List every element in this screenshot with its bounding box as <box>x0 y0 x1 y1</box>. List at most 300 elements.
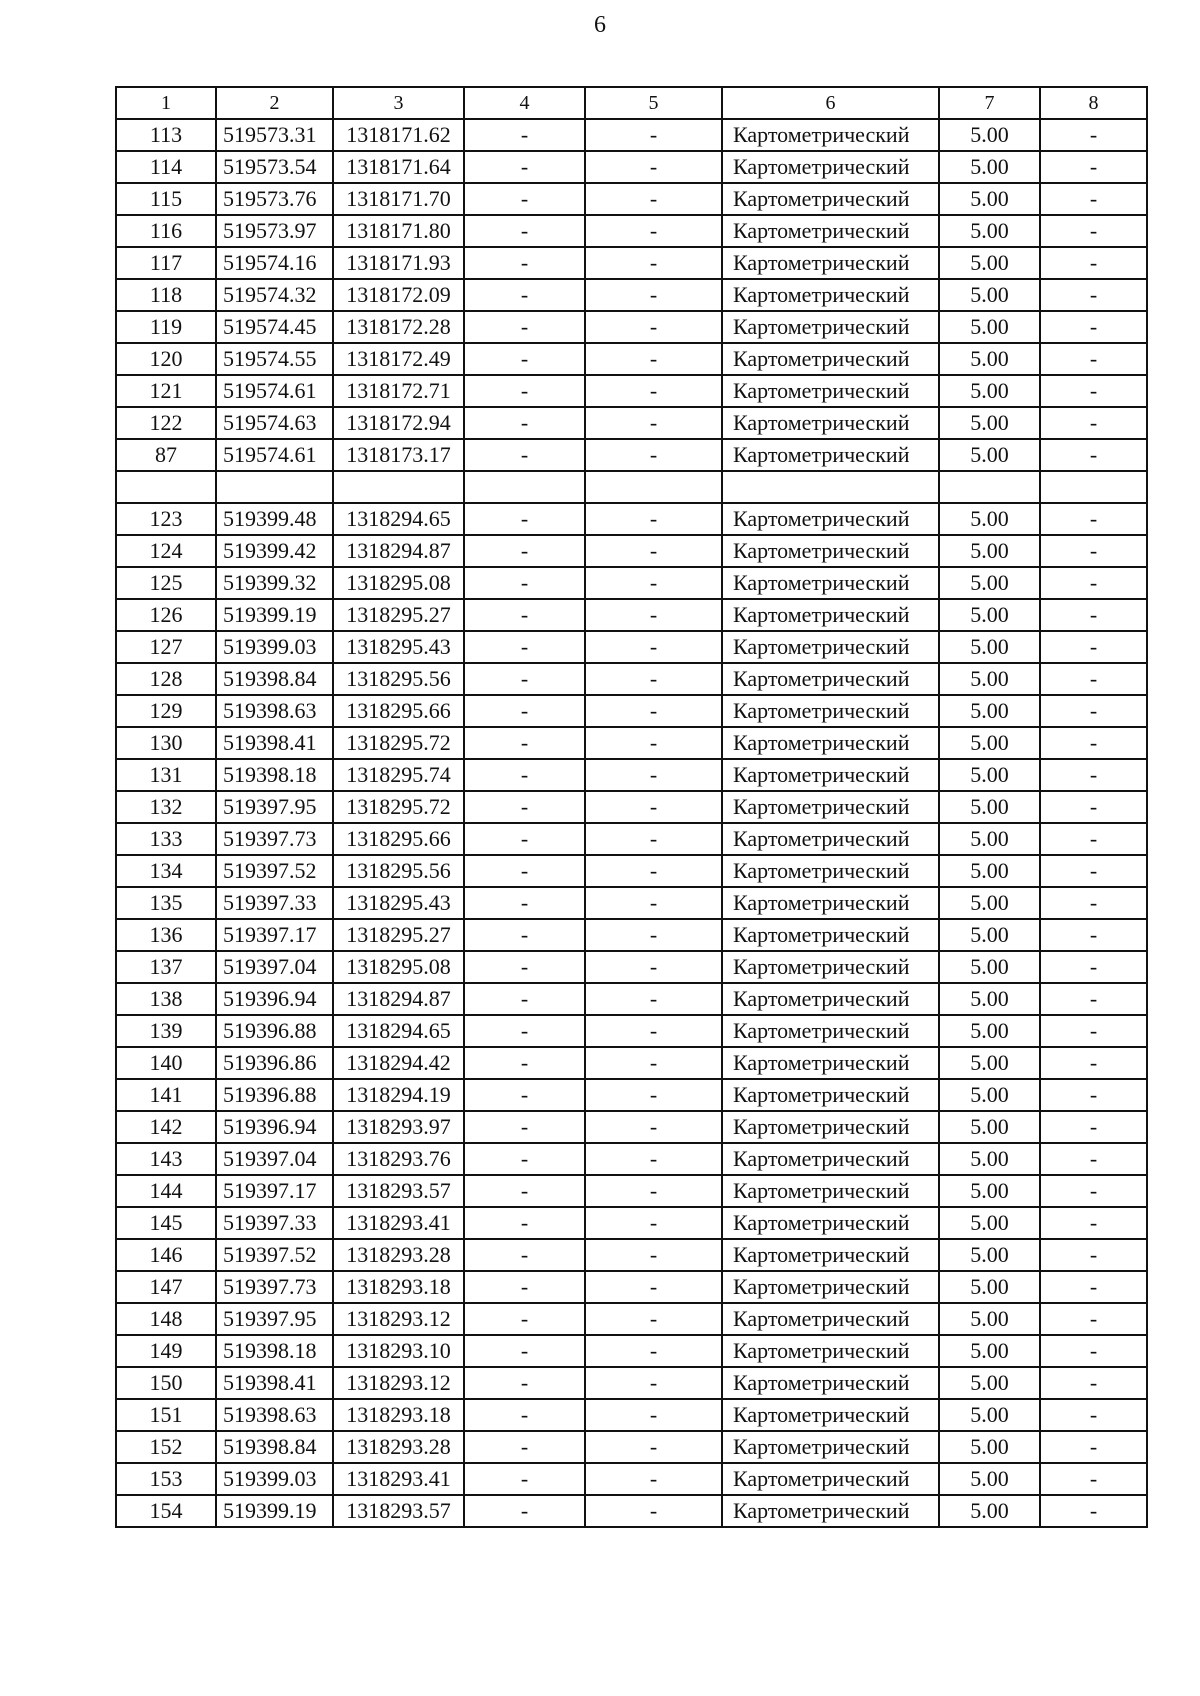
cell-y-coordinate: 1318171.62 <box>333 119 464 151</box>
cell-precision: 5.00 <box>939 183 1040 215</box>
cell-method: Картометрический <box>722 215 939 247</box>
cell-y-coordinate: 1318293.57 <box>333 1175 464 1207</box>
cell-precision <box>939 471 1040 503</box>
cell-point-number: 113 <box>116 119 216 151</box>
cell-method: Картометрический <box>722 151 939 183</box>
cell-method: Картометрический <box>722 1399 939 1431</box>
cell-precision: 5.00 <box>939 695 1040 727</box>
cell-col-5: - <box>585 919 722 951</box>
cell-col-5: - <box>585 1463 722 1495</box>
cell-x-coordinate: 519574.61 <box>216 375 333 407</box>
cell-x-coordinate: 519397.33 <box>216 887 333 919</box>
cell-x-coordinate: 519398.41 <box>216 727 333 759</box>
cell-point-number: 123 <box>116 503 216 535</box>
cell-col-5: - <box>585 1271 722 1303</box>
cell-x-coordinate: 519574.45 <box>216 311 333 343</box>
cell-col-4: - <box>464 887 585 919</box>
cell-col-4: - <box>464 1495 585 1527</box>
cell-col-8: - <box>1040 1463 1147 1495</box>
cell-method: Картометрический <box>722 535 939 567</box>
cell-col-5: - <box>585 279 722 311</box>
table-row <box>116 1431 1147 1463</box>
cell-col-5 <box>585 471 722 503</box>
cell-precision: 5.00 <box>939 1399 1040 1431</box>
coordinates-table <box>115 86 1148 1528</box>
cell-y-coordinate: 1318293.18 <box>333 1399 464 1431</box>
cell-point-number: 120 <box>116 343 216 375</box>
table-row <box>116 503 1147 535</box>
cell-method: Картометрический <box>722 1463 939 1495</box>
cell-col-4: - <box>464 663 585 695</box>
cell-col-4: - <box>464 215 585 247</box>
cell-col-4: - <box>464 759 585 791</box>
table-body <box>116 119 1147 1527</box>
cell-col-4: - <box>464 407 585 439</box>
cell-precision: 5.00 <box>939 1079 1040 1111</box>
table-row <box>116 407 1147 439</box>
cell-x-coordinate: 519398.18 <box>216 1335 333 1367</box>
cell-precision: 5.00 <box>939 1111 1040 1143</box>
cell-col-8: - <box>1040 1431 1147 1463</box>
cell-point-number: 137 <box>116 951 216 983</box>
cell-col-4: - <box>464 279 585 311</box>
cell-x-coordinate: 519399.42 <box>216 535 333 567</box>
cell-col-8: - <box>1040 279 1147 311</box>
cell-col-4: - <box>464 1079 585 1111</box>
table-row <box>116 631 1147 663</box>
cell-col-4: - <box>464 791 585 823</box>
cell-col-8: - <box>1040 823 1147 855</box>
cell-col-4: - <box>464 1335 585 1367</box>
table-row <box>116 1079 1147 1111</box>
cell-col-5: - <box>585 1047 722 1079</box>
cell-col-5: - <box>585 535 722 567</box>
column-header-y: 3 <box>333 87 464 119</box>
cell-x-coordinate: 519397.73 <box>216 1271 333 1303</box>
cell-precision: 5.00 <box>939 951 1040 983</box>
cell-precision: 5.00 <box>939 919 1040 951</box>
cell-y-coordinate: 1318293.12 <box>333 1303 464 1335</box>
cell-point-number: 150 <box>116 1367 216 1399</box>
cell-col-5: - <box>585 1015 722 1047</box>
cell-col-5: - <box>585 1175 722 1207</box>
table-row <box>116 791 1147 823</box>
cell-precision: 5.00 <box>939 599 1040 631</box>
cell-col-8: - <box>1040 599 1147 631</box>
cell-precision: 5.00 <box>939 1207 1040 1239</box>
cell-col-4: - <box>464 1015 585 1047</box>
cell-method: Картометрический <box>722 1015 939 1047</box>
table-row <box>116 1495 1147 1527</box>
cell-x-coordinate: 519573.31 <box>216 119 333 151</box>
cell-point-number: 119 <box>116 311 216 343</box>
cell-method: Картометрический <box>722 631 939 663</box>
cell-point-number: 115 <box>116 183 216 215</box>
cell-col-5: - <box>585 1367 722 1399</box>
cell-method: Картометрический <box>722 663 939 695</box>
cell-y-coordinate: 1318295.72 <box>333 791 464 823</box>
cell-x-coordinate: 519397.17 <box>216 919 333 951</box>
cell-y-coordinate: 1318293.18 <box>333 1271 464 1303</box>
cell-x-coordinate: 519397.17 <box>216 1175 333 1207</box>
cell-y-coordinate: 1318172.28 <box>333 311 464 343</box>
cell-y-coordinate: 1318171.70 <box>333 183 464 215</box>
cell-precision: 5.00 <box>939 343 1040 375</box>
cell-precision: 5.00 <box>939 1303 1040 1335</box>
cell-method: Картометрический <box>722 727 939 759</box>
cell-x-coordinate: 519399.32 <box>216 567 333 599</box>
cell-y-coordinate: 1318295.56 <box>333 663 464 695</box>
cell-col-8: - <box>1040 695 1147 727</box>
cell-precision: 5.00 <box>939 1047 1040 1079</box>
cell-col-4: - <box>464 919 585 951</box>
cell-col-5: - <box>585 375 722 407</box>
cell-x-coordinate: 519574.61 <box>216 439 333 471</box>
cell-point-number: 146 <box>116 1239 216 1271</box>
cell-col-8: - <box>1040 247 1147 279</box>
cell-col-4: - <box>464 247 585 279</box>
cell-point-number: 139 <box>116 1015 216 1047</box>
cell-y-coordinate: 1318294.65 <box>333 1015 464 1047</box>
cell-x-coordinate: 519396.88 <box>216 1079 333 1111</box>
cell-y-coordinate: 1318295.66 <box>333 695 464 727</box>
table-row <box>116 663 1147 695</box>
cell-col-4: - <box>464 951 585 983</box>
cell-method: Картометрический <box>722 855 939 887</box>
cell-point-number: 154 <box>116 1495 216 1527</box>
column-header-point-number: 1 <box>116 87 216 119</box>
cell-col-5: - <box>585 247 722 279</box>
cell-col-5: - <box>585 567 722 599</box>
cell-point-number: 143 <box>116 1143 216 1175</box>
cell-col-8 <box>1040 471 1147 503</box>
cell-col-4: - <box>464 151 585 183</box>
cell-method: Картометрический <box>722 1207 939 1239</box>
cell-y-coordinate: 1318173.17 <box>333 439 464 471</box>
cell-x-coordinate: 519397.52 <box>216 1239 333 1271</box>
cell-y-coordinate: 1318293.41 <box>333 1463 464 1495</box>
table-row <box>116 1303 1147 1335</box>
cell-col-4: - <box>464 1463 585 1495</box>
cell-col-4: - <box>464 1175 585 1207</box>
cell-method: Картометрический <box>722 567 939 599</box>
cell-precision: 5.00 <box>939 1271 1040 1303</box>
table-row <box>116 247 1147 279</box>
cell-point-number: 147 <box>116 1271 216 1303</box>
cell-col-5: - <box>585 983 722 1015</box>
cell-method: Картометрический <box>722 375 939 407</box>
cell-y-coordinate: 1318294.65 <box>333 503 464 535</box>
cell-col-8: - <box>1040 503 1147 535</box>
cell-col-4: - <box>464 983 585 1015</box>
cell-col-4: - <box>464 1047 585 1079</box>
cell-x-coordinate: 519397.04 <box>216 951 333 983</box>
cell-method: Картометрический <box>722 919 939 951</box>
cell-col-4: - <box>464 1271 585 1303</box>
cell-col-8: - <box>1040 535 1147 567</box>
cell-y-coordinate: 1318295.08 <box>333 951 464 983</box>
cell-y-coordinate: 1318293.57 <box>333 1495 464 1527</box>
cell-precision: 5.00 <box>939 855 1040 887</box>
cell-col-8: - <box>1040 1335 1147 1367</box>
cell-y-coordinate: 1318295.56 <box>333 855 464 887</box>
cell-col-8: - <box>1040 1303 1147 1335</box>
cell-y-coordinate: 1318293.10 <box>333 1335 464 1367</box>
cell-col-5: - <box>585 663 722 695</box>
cell-col-8: - <box>1040 791 1147 823</box>
cell-precision: 5.00 <box>939 983 1040 1015</box>
cell-x-coordinate: 519399.19 <box>216 599 333 631</box>
cell-point-number <box>116 471 216 503</box>
cell-y-coordinate <box>333 471 464 503</box>
cell-point-number: 133 <box>116 823 216 855</box>
cell-method: Картометрический <box>722 1079 939 1111</box>
table-row <box>116 1111 1147 1143</box>
cell-col-4: - <box>464 567 585 599</box>
cell-precision: 5.00 <box>939 791 1040 823</box>
cell-col-5: - <box>585 1303 722 1335</box>
cell-y-coordinate: 1318295.74 <box>333 759 464 791</box>
cell-y-coordinate: 1318294.42 <box>333 1047 464 1079</box>
cell-col-5: - <box>585 887 722 919</box>
cell-method: Картометрический <box>722 119 939 151</box>
cell-point-number: 124 <box>116 535 216 567</box>
cell-col-8: - <box>1040 855 1147 887</box>
cell-precision: 5.00 <box>939 1367 1040 1399</box>
cell-col-4: - <box>464 727 585 759</box>
cell-point-number: 144 <box>116 1175 216 1207</box>
cell-col-8: - <box>1040 1367 1147 1399</box>
table-row <box>116 599 1147 631</box>
cell-col-4: - <box>464 439 585 471</box>
cell-col-8: - <box>1040 887 1147 919</box>
cell-col-4: - <box>464 375 585 407</box>
cell-col-5: - <box>585 119 722 151</box>
cell-col-5: - <box>585 151 722 183</box>
cell-precision: 5.00 <box>939 535 1040 567</box>
cell-x-coordinate: 519397.33 <box>216 1207 333 1239</box>
cell-x-coordinate: 519399.48 <box>216 503 333 535</box>
cell-x-coordinate: 519399.19 <box>216 1495 333 1527</box>
cell-col-8: - <box>1040 1079 1147 1111</box>
table-row <box>116 535 1147 567</box>
cell-y-coordinate: 1318172.71 <box>333 375 464 407</box>
table-row <box>116 439 1147 471</box>
cell-y-coordinate: 1318295.27 <box>333 599 464 631</box>
cell-x-coordinate: 519397.04 <box>216 1143 333 1175</box>
cell-point-number: 136 <box>116 919 216 951</box>
cell-precision: 5.00 <box>939 887 1040 919</box>
cell-col-5: - <box>585 1335 722 1367</box>
cell-method: Картометрический <box>722 439 939 471</box>
column-header-method: 6 <box>722 87 939 119</box>
cell-x-coordinate: 519396.94 <box>216 1111 333 1143</box>
cell-col-4: - <box>464 631 585 663</box>
table-row <box>116 1271 1147 1303</box>
cell-precision: 5.00 <box>939 823 1040 855</box>
table-row <box>116 279 1147 311</box>
cell-col-4: - <box>464 1399 585 1431</box>
cell-x-coordinate: 519397.52 <box>216 855 333 887</box>
cell-col-8: - <box>1040 1495 1147 1527</box>
cell-col-8: - <box>1040 1047 1147 1079</box>
cell-precision: 5.00 <box>939 1239 1040 1271</box>
cell-method: Картометрический <box>722 247 939 279</box>
cell-col-5: - <box>585 759 722 791</box>
cell-col-5: - <box>585 631 722 663</box>
cell-precision: 5.00 <box>939 311 1040 343</box>
cell-point-number: 141 <box>116 1079 216 1111</box>
cell-precision: 5.00 <box>939 567 1040 599</box>
cell-precision: 5.00 <box>939 759 1040 791</box>
cell-col-8: - <box>1040 727 1147 759</box>
cell-method: Картометрический <box>722 407 939 439</box>
cell-y-coordinate: 1318293.12 <box>333 1367 464 1399</box>
cell-col-4 <box>464 471 585 503</box>
table-row <box>116 887 1147 919</box>
cell-point-number: 130 <box>116 727 216 759</box>
cell-point-number: 142 <box>116 1111 216 1143</box>
cell-y-coordinate: 1318293.76 <box>333 1143 464 1175</box>
cell-y-coordinate: 1318172.94 <box>333 407 464 439</box>
column-header-4: 4 <box>464 87 585 119</box>
cell-precision: 5.00 <box>939 503 1040 535</box>
cell-method: Картометрический <box>722 1303 939 1335</box>
cell-precision: 5.00 <box>939 1143 1040 1175</box>
cell-precision: 5.00 <box>939 247 1040 279</box>
cell-col-8: - <box>1040 215 1147 247</box>
cell-col-4: - <box>464 1207 585 1239</box>
cell-col-8: - <box>1040 375 1147 407</box>
cell-x-coordinate: 519399.03 <box>216 631 333 663</box>
cell-y-coordinate: 1318171.64 <box>333 151 464 183</box>
cell-method: Картометрический <box>722 1271 939 1303</box>
cell-y-coordinate: 1318171.80 <box>333 215 464 247</box>
cell-y-coordinate: 1318294.87 <box>333 983 464 1015</box>
cell-col-4: - <box>464 311 585 343</box>
cell-point-number: 134 <box>116 855 216 887</box>
cell-method: Картометрический <box>722 1239 939 1271</box>
table-row <box>116 567 1147 599</box>
cell-x-coordinate: 519396.94 <box>216 983 333 1015</box>
cell-point-number: 140 <box>116 1047 216 1079</box>
table-row <box>116 855 1147 887</box>
cell-point-number: 132 <box>116 791 216 823</box>
cell-x-coordinate: 519398.84 <box>216 663 333 695</box>
cell-x-coordinate: 519397.73 <box>216 823 333 855</box>
cell-precision: 5.00 <box>939 375 1040 407</box>
cell-point-number: 149 <box>116 1335 216 1367</box>
cell-precision: 5.00 <box>939 1335 1040 1367</box>
cell-col-4: - <box>464 1303 585 1335</box>
cell-y-coordinate: 1318171.93 <box>333 247 464 279</box>
page-number: 6 <box>594 12 606 38</box>
cell-x-coordinate: 519398.63 <box>216 1399 333 1431</box>
cell-col-5: - <box>585 439 722 471</box>
table-row <box>116 759 1147 791</box>
cell-col-4: - <box>464 855 585 887</box>
cell-method: Картометрический <box>722 279 939 311</box>
cell-x-coordinate: 519573.76 <box>216 183 333 215</box>
cell-method: Картометрический <box>722 1367 939 1399</box>
cell-point-number: 145 <box>116 1207 216 1239</box>
cell-x-coordinate: 519399.03 <box>216 1463 333 1495</box>
table-row <box>116 983 1147 1015</box>
table-row <box>116 919 1147 951</box>
cell-x-coordinate: 519398.84 <box>216 1431 333 1463</box>
cell-precision: 5.00 <box>939 279 1040 311</box>
cell-col-8: - <box>1040 439 1147 471</box>
cell-method: Картометрический <box>722 1111 939 1143</box>
cell-precision: 5.00 <box>939 727 1040 759</box>
cell-col-4: - <box>464 695 585 727</box>
cell-point-number: 114 <box>116 151 216 183</box>
cell-precision: 5.00 <box>939 1495 1040 1527</box>
cell-col-5: - <box>585 343 722 375</box>
cell-col-8: - <box>1040 951 1147 983</box>
cell-point-number: 135 <box>116 887 216 919</box>
table-row <box>116 1143 1147 1175</box>
cell-x-coordinate: 519396.86 <box>216 1047 333 1079</box>
cell-point-number: 131 <box>116 759 216 791</box>
cell-col-8: - <box>1040 183 1147 215</box>
cell-x-coordinate <box>216 471 333 503</box>
cell-col-4: - <box>464 1239 585 1271</box>
cell-col-5: - <box>585 1431 722 1463</box>
table-row <box>116 1399 1147 1431</box>
cell-point-number: 116 <box>116 215 216 247</box>
cell-method: Картометрический <box>722 1495 939 1527</box>
cell-method: Картометрический <box>722 183 939 215</box>
cell-method: Картометрический <box>722 695 939 727</box>
cell-precision: 5.00 <box>939 407 1040 439</box>
cell-precision: 5.00 <box>939 631 1040 663</box>
cell-point-number: 152 <box>116 1431 216 1463</box>
cell-col-8: - <box>1040 151 1147 183</box>
cell-x-coordinate: 519574.63 <box>216 407 333 439</box>
cell-point-number: 87 <box>116 439 216 471</box>
cell-method: Картометрический <box>722 823 939 855</box>
cell-method: Картометрический <box>722 1431 939 1463</box>
table-row <box>116 375 1147 407</box>
cell-precision: 5.00 <box>939 1431 1040 1463</box>
cell-x-coordinate: 519396.88 <box>216 1015 333 1047</box>
cell-point-number: 117 <box>116 247 216 279</box>
cell-point-number: 125 <box>116 567 216 599</box>
table-row <box>116 951 1147 983</box>
cell-col-5: - <box>585 311 722 343</box>
cell-y-coordinate: 1318293.97 <box>333 1111 464 1143</box>
cell-precision: 5.00 <box>939 119 1040 151</box>
table-row <box>116 1015 1147 1047</box>
table-row <box>116 727 1147 759</box>
cell-col-5: - <box>585 695 722 727</box>
cell-col-4: - <box>464 823 585 855</box>
table-header-row <box>116 87 1147 119</box>
cell-col-5: - <box>585 1111 722 1143</box>
cell-col-5: - <box>585 407 722 439</box>
cell-point-number: 126 <box>116 599 216 631</box>
cell-col-4: - <box>464 1367 585 1399</box>
cell-y-coordinate: 1318295.43 <box>333 887 464 919</box>
cell-y-coordinate: 1318172.09 <box>333 279 464 311</box>
cell-point-number: 121 <box>116 375 216 407</box>
cell-y-coordinate: 1318294.19 <box>333 1079 464 1111</box>
cell-precision: 5.00 <box>939 1175 1040 1207</box>
cell-y-coordinate: 1318295.43 <box>333 631 464 663</box>
table-row <box>116 471 1147 503</box>
cell-col-5: - <box>585 1399 722 1431</box>
